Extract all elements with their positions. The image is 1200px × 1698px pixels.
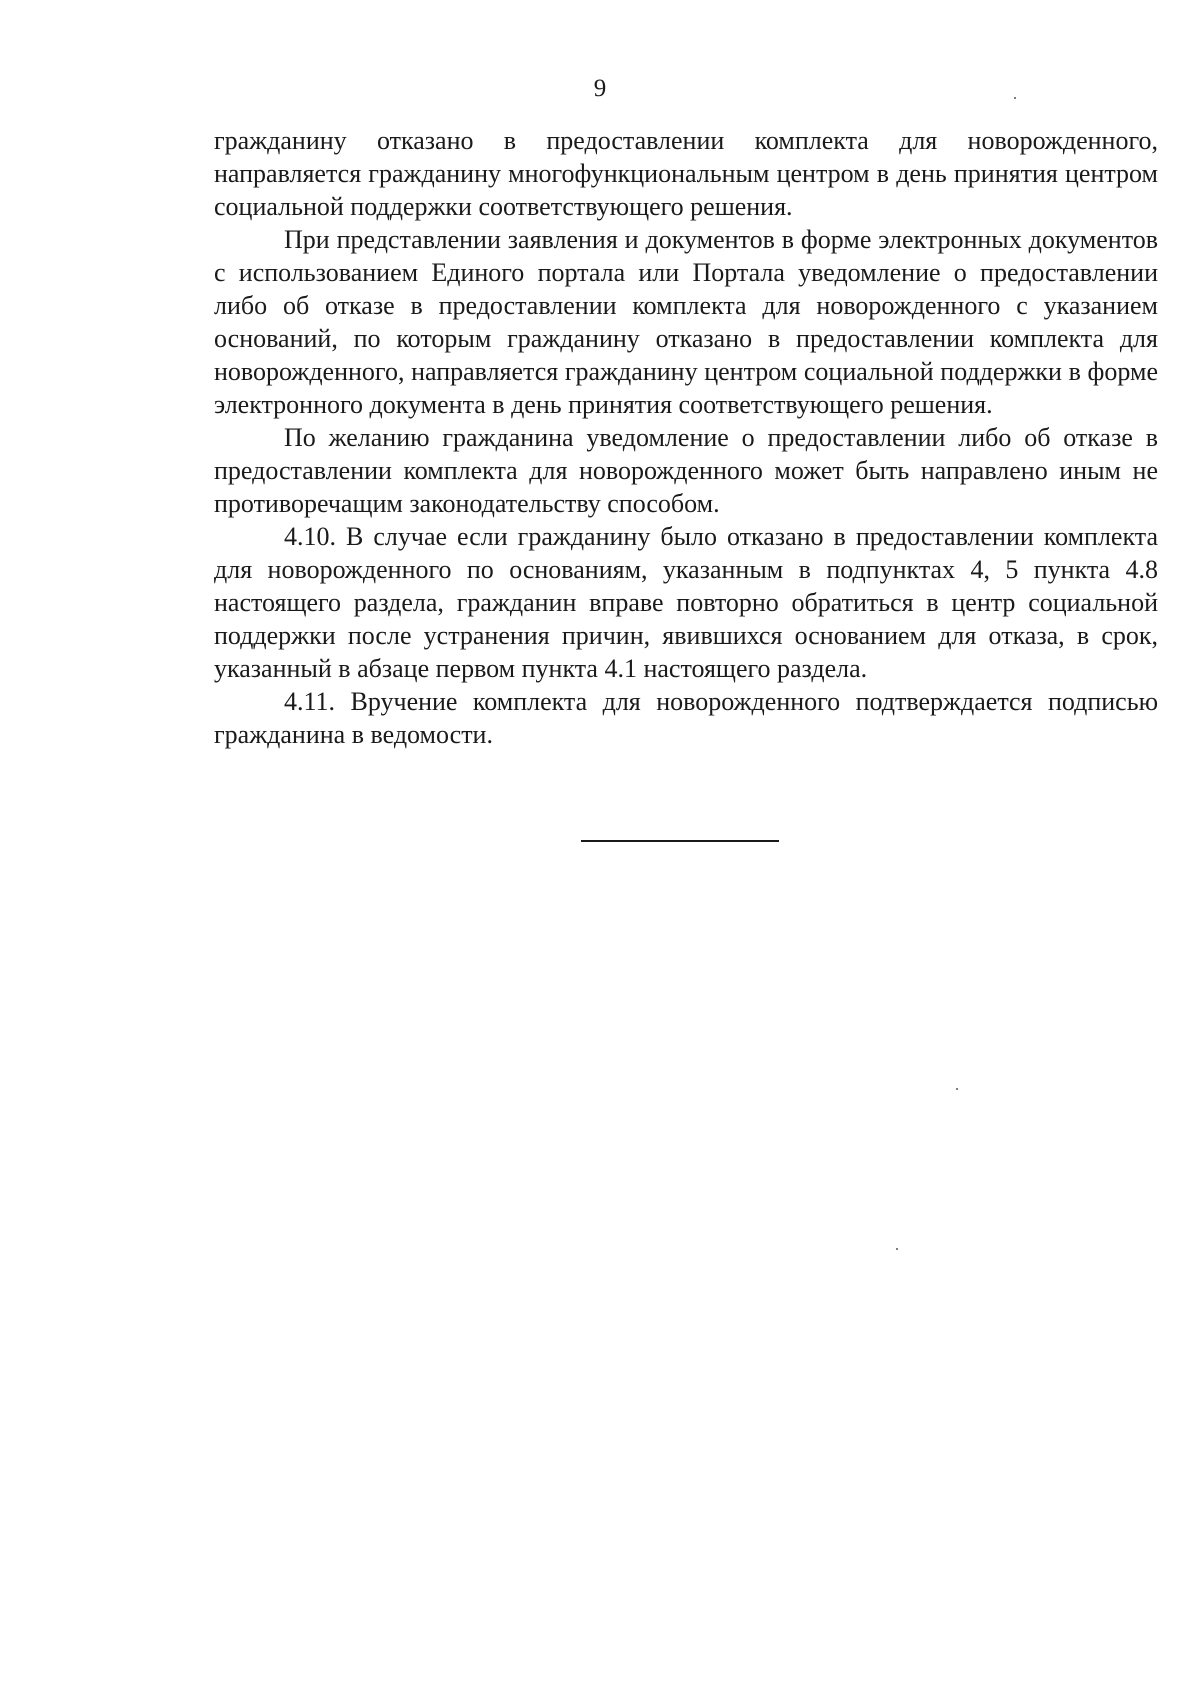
end-of-text-rule: [581, 840, 779, 842]
paragraph-continuation: гражданину отказано в предоставлении комплекта для новорожденного, направляется гражданину многофункциональным центром в день принятия центром социальной поддержки соответствующего решения.: [214, 126, 1158, 221]
document-body: [214, 124, 1158, 751]
scan-speck: [956, 1088, 958, 1090]
paragraph-4-10: 4.10. В случае если гражданину было отказано в предоставлении комплекта для новорожденного по основаниям, указанным в подпунктах 4, 5 пункта 4.8 настоящего раздела, гражданин вправе повторно обратиться в центр социальной поддержки после устранения причин, явившихся основанием для отказа, в срок, указанный в абзаце первом пункта 4.1 настоящего раздела.: [214, 522, 1158, 683]
paragraph-electronic-notification: При представлении заявления и документов в форме электронных документов с использованием Единого портала или Портала уведомление о предоставлении либо об отказе в предоставлении комплекта для новорожденного с указанием оснований, по которым гражданину отказано в предоставлении комплекта для новорожденного, направляется гражданину центром социальной поддержки в форме электронного документа в день принятия соответствующего решения.: [214, 225, 1158, 419]
paragraph-4-11: 4.11. Вручение комплекта для новорожденного подтверждается подписью гражданина в ведомости.: [214, 687, 1158, 749]
scan-speck: [896, 1248, 898, 1250]
page-number: 9: [593, 75, 607, 102]
paragraph-alternative-notification: По желанию гражданина уведомление о предоставлении либо об отказе в предоставлении комплекта для новорожденного может быть направлено иным не противоречащим законодательству способом.: [214, 423, 1158, 518]
scan-speck: [1014, 97, 1016, 99]
